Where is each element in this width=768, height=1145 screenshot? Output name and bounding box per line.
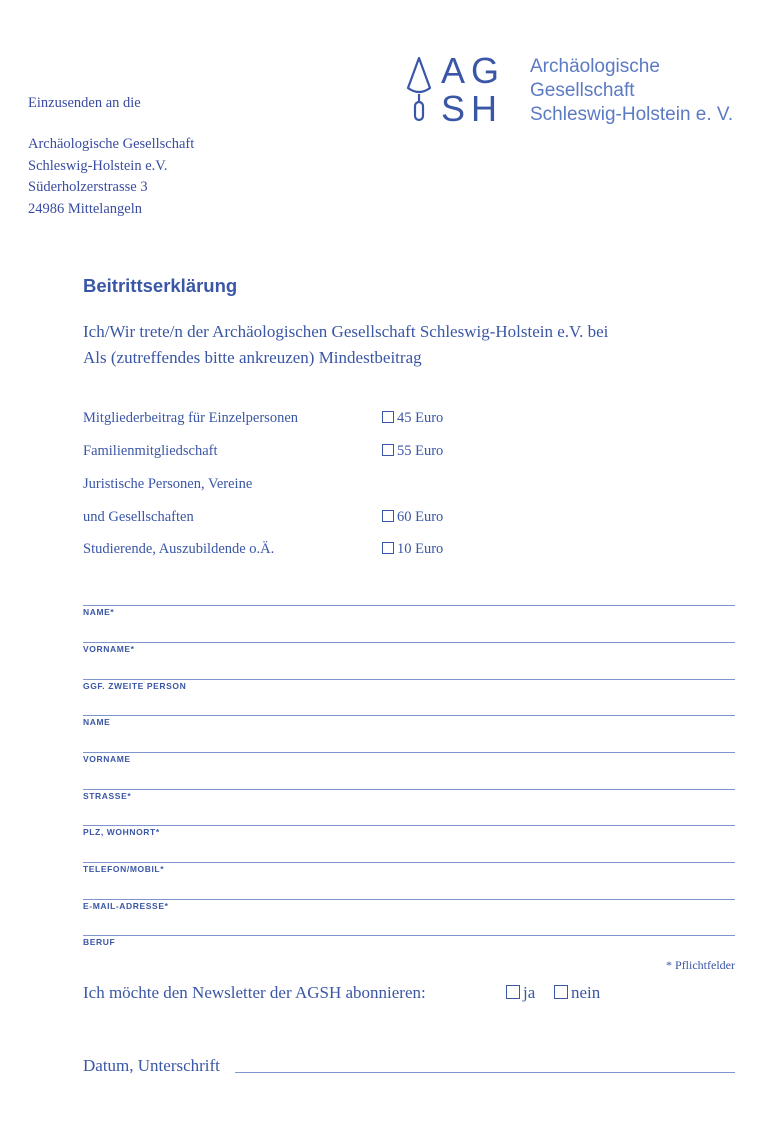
- sender-heading: Einzusenden an die: [28, 95, 141, 111]
- field-label: E-MAIL-ADRESSE*: [83, 901, 169, 911]
- field-beruf[interactable]: [83, 935, 735, 972]
- checkbox[interactable]: [382, 510, 394, 522]
- newsletter-question: Ich möchte den Newsletter der AGSH abonnieren:: [83, 983, 426, 1002]
- field-rule: [83, 789, 735, 790]
- signature-label: Datum, Unterschrift: [83, 1056, 220, 1075]
- address-line: 24986 Mittelangeln: [28, 200, 142, 217]
- fee-label-societies: und Gesellschaften: [83, 509, 194, 525]
- field-label: STRASSE*: [83, 791, 132, 801]
- field-strasse[interactable]: [83, 789, 735, 826]
- field-label: GGF. ZWEITE PERSON: [83, 681, 187, 691]
- field-label: VORNAME: [83, 754, 131, 764]
- fee-option-family[interactable]: [382, 443, 443, 460]
- newsletter-yes-label: ja: [523, 983, 536, 1002]
- field-rule: [83, 825, 735, 826]
- field-rule: [83, 715, 735, 716]
- field-label: VORNAME*: [83, 644, 135, 654]
- field-label: NAME: [83, 717, 111, 727]
- field-rule: [83, 605, 735, 606]
- fee-label-family: Familienmitgliedschaft: [83, 443, 218, 459]
- checkbox[interactable]: [382, 542, 394, 554]
- checkbox[interactable]: [554, 985, 568, 999]
- fee-label-single: Mitgliederbeitrag für Einzelpersonen: [83, 410, 299, 426]
- field-second-person[interactable]: [83, 679, 735, 716]
- fee-amount: 55 Euro: [397, 443, 444, 459]
- field-label: TELEFON/MOBIL*: [83, 864, 165, 874]
- field-rule: [83, 862, 735, 863]
- field-vorname-2[interactable]: [83, 752, 735, 789]
- address-line: Archäologische Gesellschaft: [28, 136, 195, 152]
- fee-option-single[interactable]: [382, 410, 443, 427]
- checkbox[interactable]: [382, 411, 394, 423]
- field-plz-wohnort[interactable]: [83, 825, 735, 862]
- fee-amount: 45 Euro: [397, 410, 444, 426]
- form-title: Beitrittserklärung: [83, 275, 238, 296]
- intro-line: Ich/Wir trete/n der Archäologischen Gesellschaft Schleswig-Holstein e.V. bei: [83, 322, 609, 341]
- field-email[interactable]: [83, 899, 735, 936]
- address-line: Schleswig-Holstein e.V.: [28, 157, 168, 174]
- newsletter-yes-option[interactable]: [506, 983, 535, 1003]
- fee-amount: 60 Euro: [397, 509, 444, 525]
- logo-name-line: Schleswig-Holstein e. V.: [530, 104, 734, 125]
- field-label: BERUF: [83, 937, 116, 947]
- logo-name: [530, 55, 733, 127]
- checkbox[interactable]: [506, 985, 520, 999]
- field-telefon[interactable]: [83, 862, 735, 899]
- field-name[interactable]: [83, 605, 735, 642]
- fee-option-societies[interactable]: [382, 509, 443, 526]
- field-vorname[interactable]: [83, 642, 735, 679]
- field-rule: [83, 642, 735, 643]
- logo-name-line: Archäologische: [530, 56, 660, 77]
- field-label: NAME*: [83, 607, 115, 617]
- field-name-2[interactable]: [83, 715, 735, 752]
- signature-line[interactable]: [235, 1072, 735, 1073]
- checkbox[interactable]: [382, 444, 394, 456]
- field-label: PLZ, WOHNORT*: [83, 827, 160, 837]
- fee-label-students: Studierende, Auszubildende o.Ä.: [83, 541, 275, 557]
- field-rule: [83, 899, 735, 900]
- required-note: * Pflichtfelder: [666, 958, 735, 972]
- newsletter-no-option[interactable]: [554, 983, 600, 1003]
- fee-amount: 10 Euro: [397, 541, 444, 557]
- form-intro: [83, 319, 608, 371]
- logo-name-line: Gesellschaft: [530, 80, 635, 101]
- field-rule: [83, 679, 735, 680]
- fee-label-legal: Juristische Personen, Vereine: [83, 476, 253, 492]
- field-rule: [83, 752, 735, 753]
- field-rule: [83, 935, 735, 936]
- intro-line: Als (zutreffendes bitte ankreuzen) Mindestbeitrag: [83, 348, 422, 367]
- logo-letters-top: AG: [441, 50, 506, 91]
- fee-option-students[interactable]: [382, 541, 443, 558]
- sender-address: [28, 134, 194, 220]
- trowel-icon: [405, 56, 433, 126]
- logo-letters-bottom: SH: [441, 88, 504, 129]
- address-line: Süderholzerstrasse 3: [28, 179, 148, 195]
- logo-letters: [441, 52, 505, 128]
- newsletter-no-label: nein: [571, 983, 601, 1002]
